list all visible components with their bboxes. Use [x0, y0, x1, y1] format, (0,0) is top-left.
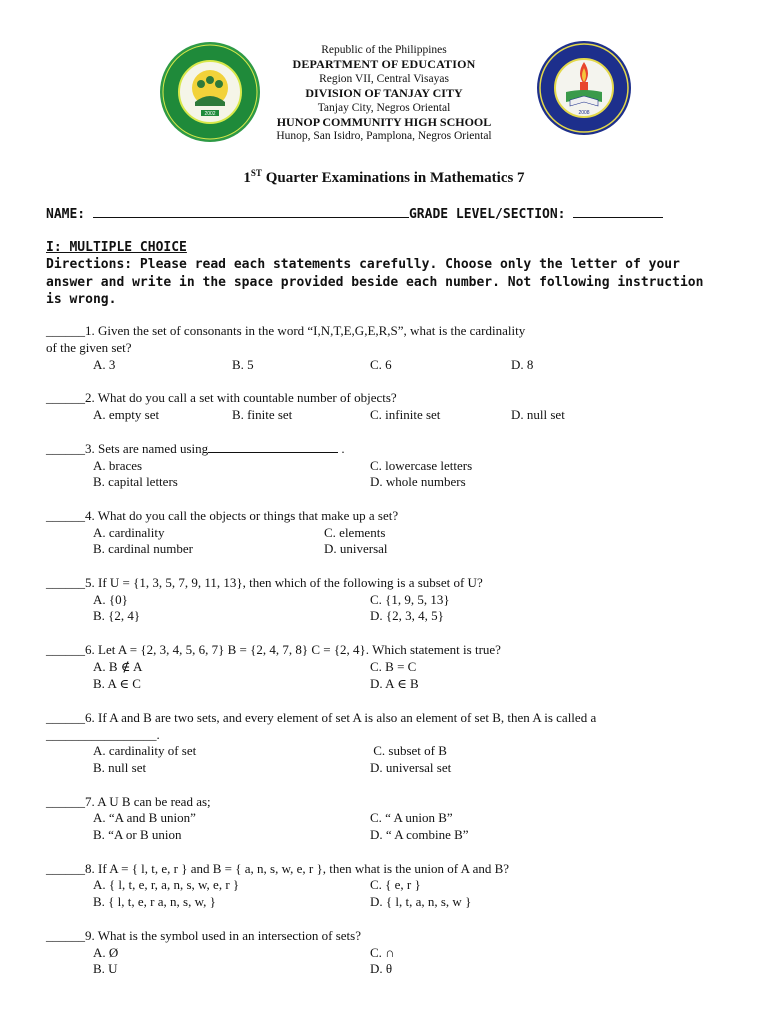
question-text: ______8. If A = { l, t, e, r } and B = { a, n, s, w, e, r }, then what is the union of A and B?: [46, 861, 510, 876]
question-text: ______1. Given the set of consonants in the word “I,N,T,E,G,E,R,S”, what is the cardinality: [46, 323, 526, 338]
option-d: D. whole numbers: [370, 474, 466, 489]
question-5: [46, 575, 736, 592]
option-a: A. “A and B union”: [93, 810, 196, 825]
option-c: C. B = C: [370, 659, 417, 674]
option-a: A. braces: [93, 458, 143, 473]
option-a: A. B ∉ A: [93, 659, 143, 674]
option-b: B. 5: [232, 357, 254, 372]
name-grade-line[interactable]: [46, 206, 663, 222]
option-a: A. cardinality of set: [93, 743, 197, 758]
question-text: ______2. What do you call a set with countable number of objects?: [46, 390, 397, 405]
option-b: B. null set: [93, 760, 147, 775]
option-c: C. 6: [370, 357, 392, 372]
seal-year: 2002: [204, 111, 216, 117]
question-6b: [46, 710, 736, 743]
option-b: B. U: [93, 961, 118, 976]
question-text: ______4. What do you call the objects or things that make up a set?: [46, 508, 399, 523]
question-text: ______5. If U = {1, 3, 5, 7, 9, 11, 13}, then which of the following is a subset of U?: [46, 575, 483, 590]
name-label: NAME:: [46, 207, 93, 222]
option-a: A. 3: [93, 357, 116, 372]
question-text: ______7. A U B can be read as;: [46, 794, 211, 809]
school-line: HUNOP COMMUNITY HIGH SCHOOL: [276, 115, 492, 130]
option-b: B. capital letters: [93, 474, 178, 489]
option-c: C. { e, r }: [370, 877, 421, 892]
question-text-cont: _________________.: [46, 726, 160, 742]
region-line: Region VII, Central Visayas: [319, 72, 449, 85]
question-text: ______3. Sets are named using: [46, 441, 209, 456]
option-d: D. universal: [324, 541, 388, 556]
option-d: D. universal set: [370, 760, 452, 775]
question-text-cont: of the given set?: [46, 339, 132, 355]
question-9: [46, 928, 736, 945]
option-b: B. {2, 4}: [93, 608, 141, 623]
option-d: D. θ: [370, 961, 393, 976]
question-1: [46, 323, 736, 356]
exam-title: 1ST Quarter Examinations in Mathematics 7: [243, 168, 525, 186]
question-text: ______6. If A and B are two sets, and every element of set A is also an element of set B, then A is called a: [46, 710, 597, 725]
directions: Directions: Please read each statements carefully. Choose only the letter of your answer and write in the space provided beside each number. Not following instruction is wrong.: [46, 257, 704, 307]
division-line: DIVISION OF TANJAY CITY: [305, 86, 463, 101]
option-d: D. 8: [511, 357, 534, 372]
option-d: D. “ A combine B”: [370, 827, 469, 842]
option-b: B. “A or B union: [93, 827, 182, 842]
option-b: B. { l, t, e, r a, n, s, w, }: [93, 894, 216, 909]
republic-line: Republic of the Philippines: [321, 44, 447, 56]
option-a: A. {0}: [93, 592, 128, 607]
option-c: C. ∩: [370, 945, 395, 960]
option-a: A. { l, t, e, r, a, n, s, w, e, r }: [93, 877, 240, 892]
option-c: C. elements: [324, 525, 386, 540]
question-text: ______6. Let A = {2, 3, 4, 5, 6, 7} B = {2, 4, 7, 8} C = {2, 4}. Which statement is true?: [46, 642, 501, 657]
option-b: B. cardinal number: [93, 541, 193, 556]
option-d: D. { l, t, a, n, s, w }: [370, 894, 472, 909]
option-d: D. A ∈ B: [370, 676, 419, 691]
question-4: [46, 508, 736, 525]
option-a: A. empty set: [93, 407, 160, 422]
option-b: B. finite set: [232, 407, 293, 422]
department-line: DEPARTMENT OF EDUCATION: [292, 57, 476, 72]
question-3: ______3. Sets are named using .: [46, 441, 345, 456]
option-a: A. Ø: [93, 945, 119, 960]
question-text: ______9. What is the symbol used in an intersection of sets?: [46, 928, 361, 943]
option-d: D. {2, 3, 4, 5}: [370, 608, 444, 623]
grade-level-label: GRADE LEVEL/SECTION:: [408, 207, 574, 222]
seal-year: 2008: [578, 110, 590, 116]
address-line: Hunop, San Isidro, Pamplona, Negros Oriental: [276, 130, 492, 143]
option-c: C. subset of B: [370, 743, 447, 758]
question-8: [46, 861, 736, 878]
option-c: C. infinite set: [370, 407, 441, 422]
city-line: Tanjay City, Negros Oriental: [317, 101, 451, 114]
question-2: [46, 390, 736, 407]
option-c: C. lowercase letters: [370, 458, 473, 473]
option-c: C. {1, 9, 5, 13}: [370, 592, 450, 607]
section-heading: I: MULTIPLE CHOICE: [46, 240, 187, 255]
option-b: B. A ∈ C: [93, 676, 141, 691]
question-7: [46, 794, 736, 811]
option-a: A. cardinality: [93, 525, 165, 540]
question-6: [46, 642, 736, 659]
letterhead: [0, 43, 768, 144]
option-d: D. null set: [511, 407, 565, 422]
option-c: C. “ A union B”: [370, 810, 453, 825]
